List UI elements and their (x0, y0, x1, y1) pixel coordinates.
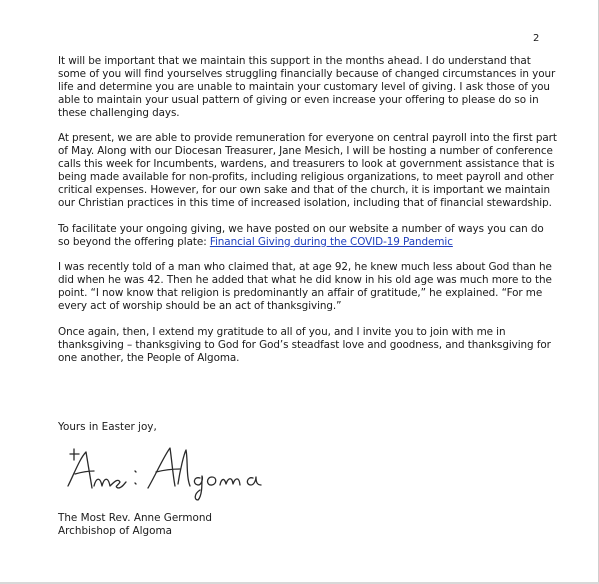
letter-body (58, 55, 558, 378)
page-number: 2 (533, 33, 540, 44)
signatory-name: The Most Rev. Anne Germond (58, 512, 213, 524)
paragraph-thanksgiving: Once again, then, I extend my gratitude to all of you, and I invite you to join with me in thanksgiving – thanksgiving to God for God’s steadfast love and goodness, and thanksgiving for one another, the People of Algoma. (58, 325, 551, 364)
paragraph-support: It will be important that we maintain this support in the months ahead. I do understand that some of you will find yourselves struggling financially because of changed circumstances in your life and determine you are unable to maintain your customary level of giving. I ask those of you able to maintain your usual pattern of giving or even increase your offering to please do so in these challenging days. (58, 55, 556, 119)
signatory-block (58, 512, 212, 538)
closing-salutation: Yours in Easter joy, (58, 421, 157, 433)
signature-graphic (60, 440, 270, 502)
paragraph-payroll: At present, we are able to provide remuneration for everyone on central payroll into the first part of May. Along with our Diocesan Treasurer, Jane Mesich, I will be hosting a number of conference calls this week for Incumbents, wardens, and treasurers to look at government assistance that is being made available for non-profits, including religious organizations, to meet payroll and other critical expenses. However, for our own sake and that of the church, it is important we maintain our Christian practices in this time of increased isolation, including that of financial stewardship. (58, 132, 557, 209)
handwritten-signature (60, 440, 270, 506)
paragraph-giving (58, 223, 558, 249)
financial-giving-link[interactable]: Financial Giving during the COVID-19 Pandemic (209, 235, 453, 248)
signatory-title: Archbishop of Algoma (58, 525, 172, 537)
paragraph-gratitude-story: I was recently told of a man who claimed that, at age 92, he knew much less about God than he did when he was 42. Then he added that what he did know in his old age was much more to the point. “I now know that religion is predominantly an affair of gratitude,” he explained. “For me every act of worship should be an act of thanksgiving.” (58, 261, 552, 313)
paragraph-giving-text: To facilitate your ongoing giving, we have posted on our website a number of ways you can do so beyond the offering plate: (58, 222, 544, 248)
